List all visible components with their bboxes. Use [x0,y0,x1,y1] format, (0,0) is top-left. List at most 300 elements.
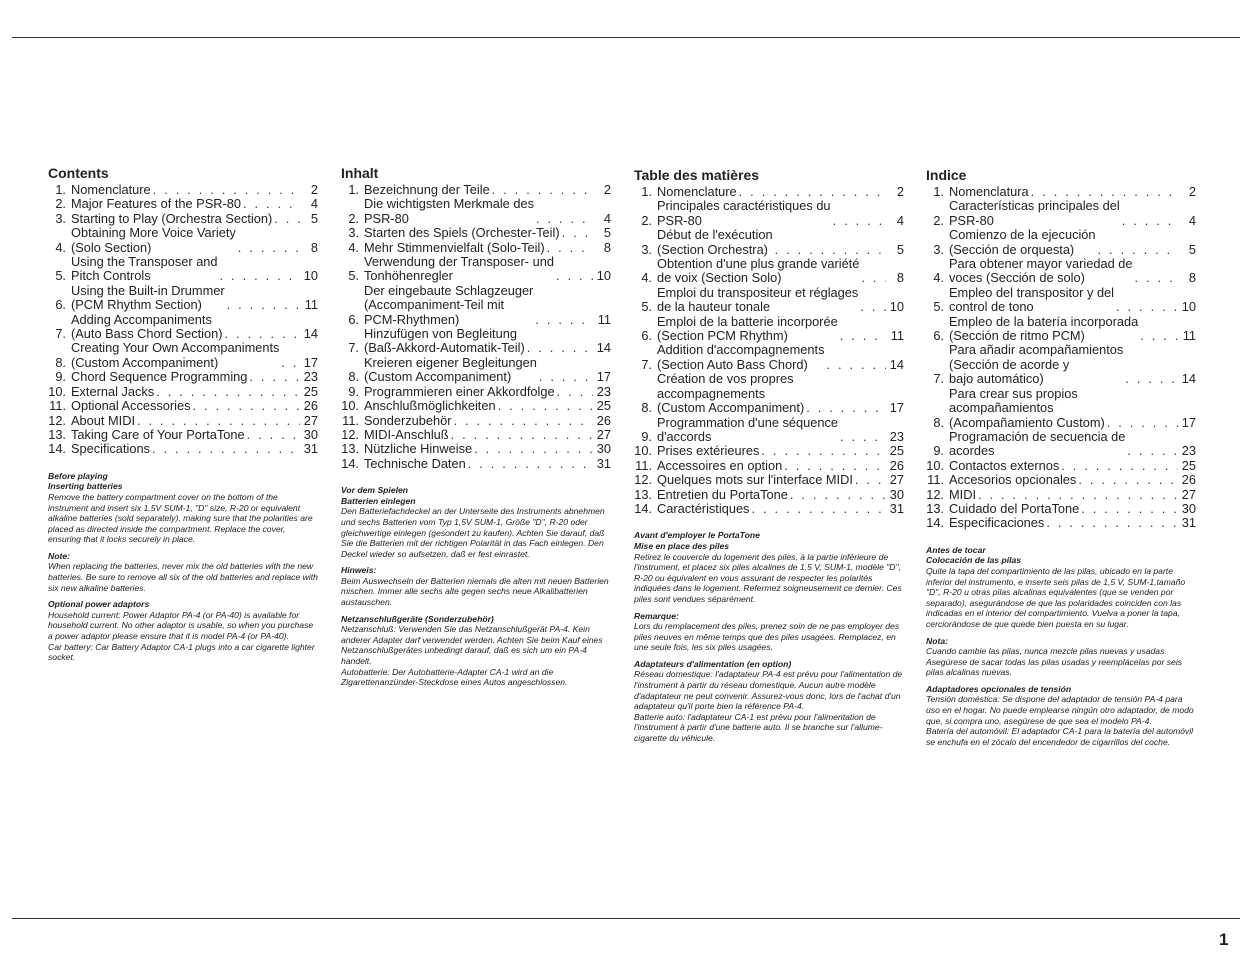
dot-leader [238,241,300,255]
toc-entry-page: 27 [303,412,318,428]
toc-entry [634,473,904,487]
toc-list [926,185,1196,531]
toc-entry-label: PCM-Rhythmen) [364,311,460,327]
toc-entry [926,459,1196,473]
toc-entry-number: 3. [933,241,944,257]
dot-leader [1135,271,1178,285]
toc-entry-number: 8. [641,400,652,416]
toc-entry-page: 11 [597,311,611,327]
toc-entry-label: Accesorios opcionales [949,472,1077,488]
toc-entry-label: acordes [949,443,995,459]
dot-leader [547,241,593,255]
toc-entry-page: 2 [1188,184,1196,199]
toc-entry-label: Emploi de la batterie incorporée [657,313,838,329]
dot-leader [153,183,300,197]
toc-list [341,183,611,471]
toc-entry-label: Obtention d'une plus grande variété [657,256,860,272]
toc-entry-number: 11. [635,457,652,473]
note-text: Cuando cambie las pilas, nunca mezcle pilas nuevas y usadas. Asegúrese de sacar todas las pilas usadas y reemplácelas por seis pilas alcalinas nuevas. [926,646,1183,678]
toc-entry-label: Para añadir acompañamientos [949,342,1124,358]
toc-entry [634,315,904,344]
dot-leader [227,298,300,312]
toc-entry-page: 25 [596,398,611,414]
dot-leader [249,370,300,384]
dot-leader [247,428,300,442]
toc-entry [926,473,1196,487]
column-german [341,165,611,694]
note-block [634,659,906,744]
toc-entry-page: 30 [303,426,318,442]
toc-entry-label: Hinzufügen von Begleitung [364,326,517,342]
toc-entry [341,428,611,442]
toc-entry-page: 11 [304,297,318,313]
toc-entry-label: Verwendung der Transposer- und [364,254,554,270]
toc-entry-page: 30 [889,486,904,502]
toc-entry-page: 25 [1181,457,1196,473]
toc-entry-label: Addition d'accompagnements [657,342,825,358]
toc-entry-label: Starten des Spiels (Orchester-Teil) [364,225,560,241]
toc-entry-label: Programmation d'une séquence [657,414,838,430]
toc-entry-label: (Sección de ritmo PCM) [949,328,1085,344]
dot-leader [1046,516,1178,530]
toc-entry-label: MIDI [949,486,977,502]
dot-leader [281,356,300,370]
note-text: Lors du remplacement des piles, prenez soin de ne pas employer des piles neuves en même temps que des piles usagées. Remplacez, en une seule fois, les six piles usagées. [634,621,900,653]
toc-entry-label: Principales caractéristiques du [657,198,831,214]
toc-entry-label: Emploi du transpositeur et réglages [657,284,859,300]
dot-leader [468,457,593,471]
column-title: Table des matières [634,167,760,183]
toc-entry [634,502,904,516]
toc-entry-label: Using the Built-in Drummer [71,282,225,298]
toc-entry-label: Contactos externos [949,457,1060,473]
note-text: Household current: Power Adaptor PA-4 (or PA-40) is available for household current. No other adaptor is usable, so when you purchase a power adaptor please ensure that it is model PA-4 (or PA-40). Car battery: Car Battery Adaptor CA-1 plugs into a car cigarette lighter socket. [48,609,315,663]
toc-entry-label: bajo automático) [949,371,1044,387]
toc-entry-number: 1. [348,182,359,197]
column-title: Indice [926,167,967,183]
toc-entry-label: Programación de secuencia de [949,428,1126,444]
toc-entry-page: 25 [303,383,318,399]
toc-entry [48,399,318,413]
note-heading: Avant d'employer le PortaTone Mise en place des piles [634,530,760,551]
toc-entry-label: (Custom Accompaniment) [71,354,219,370]
toc-entry [634,185,904,199]
dot-leader [1107,416,1178,430]
toc-entry-label: Caractéristiques [657,500,750,516]
toc-entry [926,315,1196,344]
toc-entry-page: 17 [596,369,611,385]
toc-entry-page: 10 [303,268,318,284]
note-heading: Netzanschlußgeräte (Sonderzubehör) [341,613,494,624]
toc-entry-label: Début de l'exécution [657,227,773,243]
toc-entry-label: acompañamientos [949,400,1054,416]
toc-entry-number: 5. [348,268,359,284]
toc-entry-number: 11. [49,398,66,414]
dot-leader [1061,459,1178,473]
toc-entry [926,387,1196,430]
toc-entry-page: 31 [596,455,611,471]
toc-entry-label: (Custom Accompaniment) [364,369,512,385]
toc-entry-label: (Section Auto Bass Chord) [657,356,808,372]
toc-entry [48,197,318,211]
toc-entry-label: PSR-80 [657,212,702,228]
toc-entry-label: de la hauteur tonale [657,299,771,315]
toc-entry-number: 13. [48,426,66,442]
dot-leader [474,442,593,456]
toc-entry-label: (Baß-Akkord-Automatik-Teil) [364,340,525,356]
toc-entry [341,183,611,197]
dot-leader [274,212,300,226]
notes-section [926,545,1198,748]
toc-entry-page: 25 [889,443,904,459]
toc-entry-label: Der eingebaute Schlagzeuger [364,282,534,298]
toc-entry-number: 9. [348,383,359,399]
toc-entry-label: Nomenclatura [949,184,1029,199]
toc-entry [634,459,904,473]
toc-entry-number: 1. [55,182,66,197]
toc-entry-page: 10 [596,268,611,284]
toc-entry-page: 11 [1182,328,1196,344]
toc-entry-label: Création de vos propres [657,371,794,387]
top-rule [12,37,1240,38]
toc-entry-label: control de tono [949,299,1034,315]
toc-entry-page: 8 [310,239,318,255]
toc-entry-page: 5 [896,241,904,257]
dot-leader [790,488,886,502]
toc-entry [48,183,318,197]
note-heading: Optional power adaptors [48,599,150,610]
dot-leader [761,444,886,458]
dot-leader [556,269,593,283]
toc-entry-number: 12. [341,426,359,442]
toc-entry-number: 5. [641,299,652,315]
toc-entry [48,284,318,313]
toc-entry-label: Características principales del [949,198,1120,214]
toc-entry-label: Technische Daten [364,455,466,471]
toc-entry-number: 7. [933,371,944,387]
toc-entry-number: 12. [634,472,652,488]
dot-leader [1140,329,1178,343]
toc-entry-label: Cuidado del PortaTone [949,500,1080,516]
toc-entry-label: Tonhöhenregler [364,268,453,284]
toc-entry-page: 27 [889,472,904,488]
toc-entry-label: Starting to Play (Orchestra Section) [71,210,273,226]
toc-entry-label: (Section PCM Rhythm) [657,328,788,344]
dot-leader [451,428,593,442]
toc-entry-label: Para obtener mayor variedad de [949,256,1133,272]
toc-entry [48,414,318,428]
toc-entry-label: accompagnements [657,385,766,401]
note-text: Netzanschluß: Verwenden Sie das Netzanschlußgerät PA-4. Kein anderer Adapter darf verwendet werden. Achten Sie beim Kauf eines Netzanschlußgerätes unbedingt darauf, daß es sich um ein PA-4 handelt. Autobatterie: Der Autobatterie-Adapter CA-1 wird an die Zigarettenanzünder-Steckdose eines Autos angeschlossen. [341,624,603,688]
toc-entry-number: 6. [55,297,66,313]
toc-entry-number: 14. [634,500,652,516]
toc-entry-label: Anschlußmöglichkeiten [364,398,496,414]
toc-entry-number: 8. [348,369,359,385]
toc-entry-label: Prises extérieures [657,443,760,459]
note-text: Retirez le couvercle du logement des piles, à la partie inférieure de l'instrument, et placez six piles alcalines de 1,5 V, SUM-1, modèle "D", R-20 ou équivalent en vous assurant de respecter les polarités indiquées dans le logement. Refermez soigneusement ce dernier. Ces piles sont vendues séparément. [634,551,902,604]
dot-leader [739,185,886,199]
toc-entry-label: Creating Your Own Accompaniments [71,340,280,356]
toc-entry-number: 10. [48,383,66,399]
toc-entry-page: 31 [303,441,318,457]
toc-entry-page: 10 [1181,299,1196,315]
toc-entry-label: (Accompaniment-Teil mit [364,297,505,313]
toc-entry-page: 4 [603,210,611,226]
toc-entry-label: Comienzo de la ejecución [949,227,1096,243]
toc-entry-number: 5. [933,299,944,315]
toc-entry-page: 31 [889,500,904,516]
toc-entry-page: 2 [310,182,318,197]
toc-entry [341,442,611,456]
notes-section [341,485,613,688]
toc-entry-label: (Acompañamiento Custom) [949,414,1105,430]
toc-entry-number: 10. [341,398,359,414]
toc-entry [926,343,1196,386]
notes-section [634,530,906,743]
column-spanish [926,167,1196,753]
toc-entry [926,516,1196,530]
column-title: Inhalt [341,165,379,181]
toc-entry-page: 14 [889,356,904,372]
toc-entry-label: Entretien du PortaTone [657,486,788,502]
toc-entry-label: de voix (Section Solo) [657,270,782,286]
toc-entry-number: 2. [641,212,652,228]
dot-leader [840,430,886,444]
toc-entry-page: 27 [1181,486,1196,502]
toc-entry [48,313,318,342]
toc-entry-label: Adding Accompaniments [71,311,212,327]
toc-entry-page: 14 [596,340,611,356]
toc-entry-number: 13. [341,441,359,457]
toc-entry-label: PSR-80 [949,212,994,228]
note-block [926,545,1198,630]
toc-entry-label: Especificaciones [949,515,1045,531]
toc-entry-number: 2. [933,212,944,228]
dot-leader [137,414,300,428]
toc-entry-label: (PCM Rhythm Section) [71,297,202,313]
toc-entry-label: Quelques mots sur l'interface MIDI [657,472,853,488]
toc-entry-number: 11. [342,412,359,428]
bottom-rule [12,918,1240,919]
toc-entry-label: voces (Sección de solo) [949,270,1085,286]
toc-entry [341,399,611,413]
dot-leader [539,370,593,384]
dot-leader [978,488,1178,502]
toc-entry-label: Para crear sus propios [949,385,1078,401]
note-heading: Adaptadores opcionales de tensión [926,683,1072,694]
dot-leader [156,385,300,399]
note-heading: Before playing Inserting batteries [48,470,123,492]
note-heading: Hinweis: [341,565,377,576]
toc-entry-number: 5. [55,268,66,284]
toc-entry-number: 9. [641,428,652,444]
toc-entry-page: 8 [603,239,611,255]
dot-leader [498,399,593,413]
toc-entry-label: Nomenclature [657,184,737,199]
toc-entry-page: 23 [889,428,904,444]
toc-entry-number: 11. [927,472,944,488]
note-heading: Remarque: [634,610,679,621]
toc-entry-number: 2. [348,210,359,226]
toc-entry-label: (Section Orchestra) [657,241,768,257]
toc-entry-page: 4 [310,196,318,212]
toc-entry-page: 30 [596,441,611,457]
toc-entry-number: 1. [933,184,944,199]
toc-entry-label: Using the Transposer and [71,254,218,270]
toc-entry-label: Programmieren einer Akkordfolge [364,383,555,399]
toc-entry [48,428,318,442]
dot-leader [225,327,300,341]
dot-leader [527,341,593,355]
toc-entry-page: 10 [889,299,904,315]
toc-entry-number: 4. [641,270,652,286]
toc-entry [634,372,904,415]
toc-entry-label: Specifications [71,441,150,457]
dot-leader [562,226,593,240]
toc-entry-number: 2. [55,196,66,212]
note-text: Den Batteriefachdeckel an der Unterseite des Instruments abnehmen und sechs Batterien vom Typ 1,5V SUM-1, Größe "D", R-20 oder gleichwertige einlegen (gesondert zu kaufen). Achten Sie darauf, daß Sie die Batterien mit der richtigen Polarität in das Fach einlegen. Den Deckel wieder so aufsetzen, daß er fest einrastet. [341,506,605,559]
dot-leader [1098,243,1178,257]
dot-leader [826,358,886,372]
column-english [48,165,318,669]
toc-entry [634,416,904,445]
toc-entry [341,327,611,356]
toc-entry-label: Optional Accessories [71,398,191,414]
toc-entry-number: 7. [55,326,66,342]
dot-leader [152,442,300,456]
dot-leader [536,212,593,226]
toc-entry [634,199,904,228]
toc-entry-page: 17 [889,400,904,416]
toc-entry-number: 4. [55,239,66,255]
toc-entry-number: 14. [48,441,66,457]
note-text: Beim Auswechseln der Batterien niemals die alten mit neuen Batterien mischen. Immer alle sechs alte gegen sechs neue Alkalibatterien austauschen. [341,575,609,608]
toc-entry-page: 11 [890,328,904,344]
toc-entry-page: 23 [1181,443,1196,459]
toc-entry-number: 12. [48,412,66,428]
toc-entry-label: (Auto Bass Chord Section) [71,326,223,342]
toc-entry-number: 13. [634,486,652,502]
note-block [341,614,613,688]
note-text: Remove the battery compartment cover on the bottom of the instrument and insert six 1.5V SUM-1, "D" size, R-20 or equivalent alkaline batteries (sold separately), making sure that the polarities are placed as directed inside the compartment. Replace the cover, ensuring that it locks securely in place. [48,491,313,545]
toc-entry-page: 5 [310,210,318,226]
toc-entry-label: Taking Care of Your PortaTone [71,426,245,442]
toc-entry-number: 6. [641,328,652,344]
toc-entry-label: Die wichtigsten Merkmale des [364,196,534,212]
toc-entry-page: 14 [303,326,318,342]
note-block [48,551,320,593]
toc-entry-number: 4. [348,239,359,255]
dot-leader [775,243,886,257]
toc-entry-label: About MIDI [71,412,136,428]
toc-entry-label: (Custom Accompaniment) [657,400,805,416]
toc-entry [48,341,318,370]
toc-entry-page: 14 [1181,371,1196,387]
toc-entry-number: 4. [933,270,944,286]
note-block [341,485,613,559]
toc-entry-label: Pitch Controls [71,268,151,284]
note-heading: Antes de tocar Colocación de las pilas [926,544,1022,566]
toc-entry-label: d'accords [657,428,712,444]
toc-entry-label: Mehr Stimmenvielfalt (Solo-Teil) [364,239,545,255]
toc-entry-label: Accessoires en option [657,457,783,473]
toc-entry-label: (Solo Section) [71,239,152,255]
toc-entry [341,197,611,226]
toc-entry [48,226,318,255]
dot-leader [1078,473,1178,487]
dot-leader [860,300,886,314]
toc-entry-page: 2 [896,184,904,199]
toc-entry-number: 6. [933,328,944,344]
toc-entry [634,444,904,458]
toc-entry-page: 2 [603,182,611,197]
toc-entry-page: 5 [1188,241,1196,257]
dot-leader [784,459,886,473]
dot-leader [1116,300,1178,314]
toc-entry-page: 4 [1188,212,1196,228]
toc-entry [926,199,1196,228]
dot-leader [1122,214,1178,228]
note-block [926,636,1198,678]
toc-entry-number: 14. [926,515,944,531]
notes-section [48,471,320,663]
toc-entry [341,385,611,399]
toc-entry-label: (Sección de orquesta) [949,241,1075,257]
page-number: 1 [1219,930,1229,949]
dot-leader [855,473,886,487]
toc-entry [341,226,611,240]
dot-leader [220,269,300,283]
toc-entry-number: 7. [641,356,652,372]
toc-entry-number: 3. [641,241,652,257]
toc-entry [341,284,611,327]
toc-entry [926,488,1196,502]
toc-entry-label: (Sección de acorde y [949,356,1070,372]
toc-list [634,185,904,516]
toc-entry-number: 10. [926,457,944,473]
toc-entry-number: 3. [55,210,66,226]
toc-entry-page: 30 [1181,500,1196,516]
dot-leader [806,401,886,415]
toc-entry-page: 26 [303,398,318,414]
toc-entry-number: 8. [933,414,944,430]
toc-entry [341,241,611,255]
dot-leader [557,385,593,399]
dot-leader [1127,444,1178,458]
toc-entry-label: Major Features of the PSR-80 [71,196,241,212]
toc-entry-number: 1. [641,184,652,199]
toc-entry [634,488,904,502]
toc-entry [48,385,318,399]
toc-entry-label: Obtaining More Voice Variety [71,225,236,241]
toc-entry-page: 23 [596,383,611,399]
dot-leader [840,329,886,343]
toc-entry [341,414,611,428]
toc-entry [341,255,611,284]
note-text: Quite la tapa del compartimiento de las pilas, ubicado en la parte inferior del instrumento, e inserte seis pilas de 1,5 V, SUM-1,tamaño "D", R-20 u otras pilas alcalinas equivalentes (que se venden por separado), asegurándose de que las polaridades coinciden con las indicadas en el interior del compartimiento. Vuelva a poner la tapa, cerciorándose de que quede bien puesta en su lugar. [926,565,1186,629]
column-title: Contents [48,165,109,181]
note-block [634,530,906,604]
note-block [341,565,613,607]
note-text: Tensión doméstica: Se dispone del adaptador de tensión PA-4 para uso en el hogar. No puede emplearse ningún otro adaptador, de modo que, si compra uno, asegúrese de que sea el modelo PA-4. Batería del automóvil: El adaptador CA-1 para la batería del automóvil se enchufa en el zócalo del encendedor de cigarrillos del coche. [926,694,1194,747]
toc-entry-label: Chord Sequence Programming [71,369,248,385]
note-text: Réseau domestique: l'adaptateur PA-4 est prévu pour l'alimentation de l'instrument à partir du réseau domestique. Aucun autre modèle d'adaptateur ne peut convenir. Assurez-vous donc, lors de l'achat d'un adaptateur qu'il porte bien la référence PA-4. Batterie auto: l'adaptateur CA-1 est prévu pour l'alimentation de l'instrument à partir d'une batterie auto. Il se branche sur l'allume-cigarette du véhicule. [634,669,903,744]
toc-entry-label: Nützliche Hinweise [364,441,473,457]
toc-entry-number: 3. [348,225,359,241]
toc-entry-label: Bezeichnung der Teile [364,182,490,197]
dot-leader [193,399,301,413]
toc-entry-number: 6. [348,311,359,327]
